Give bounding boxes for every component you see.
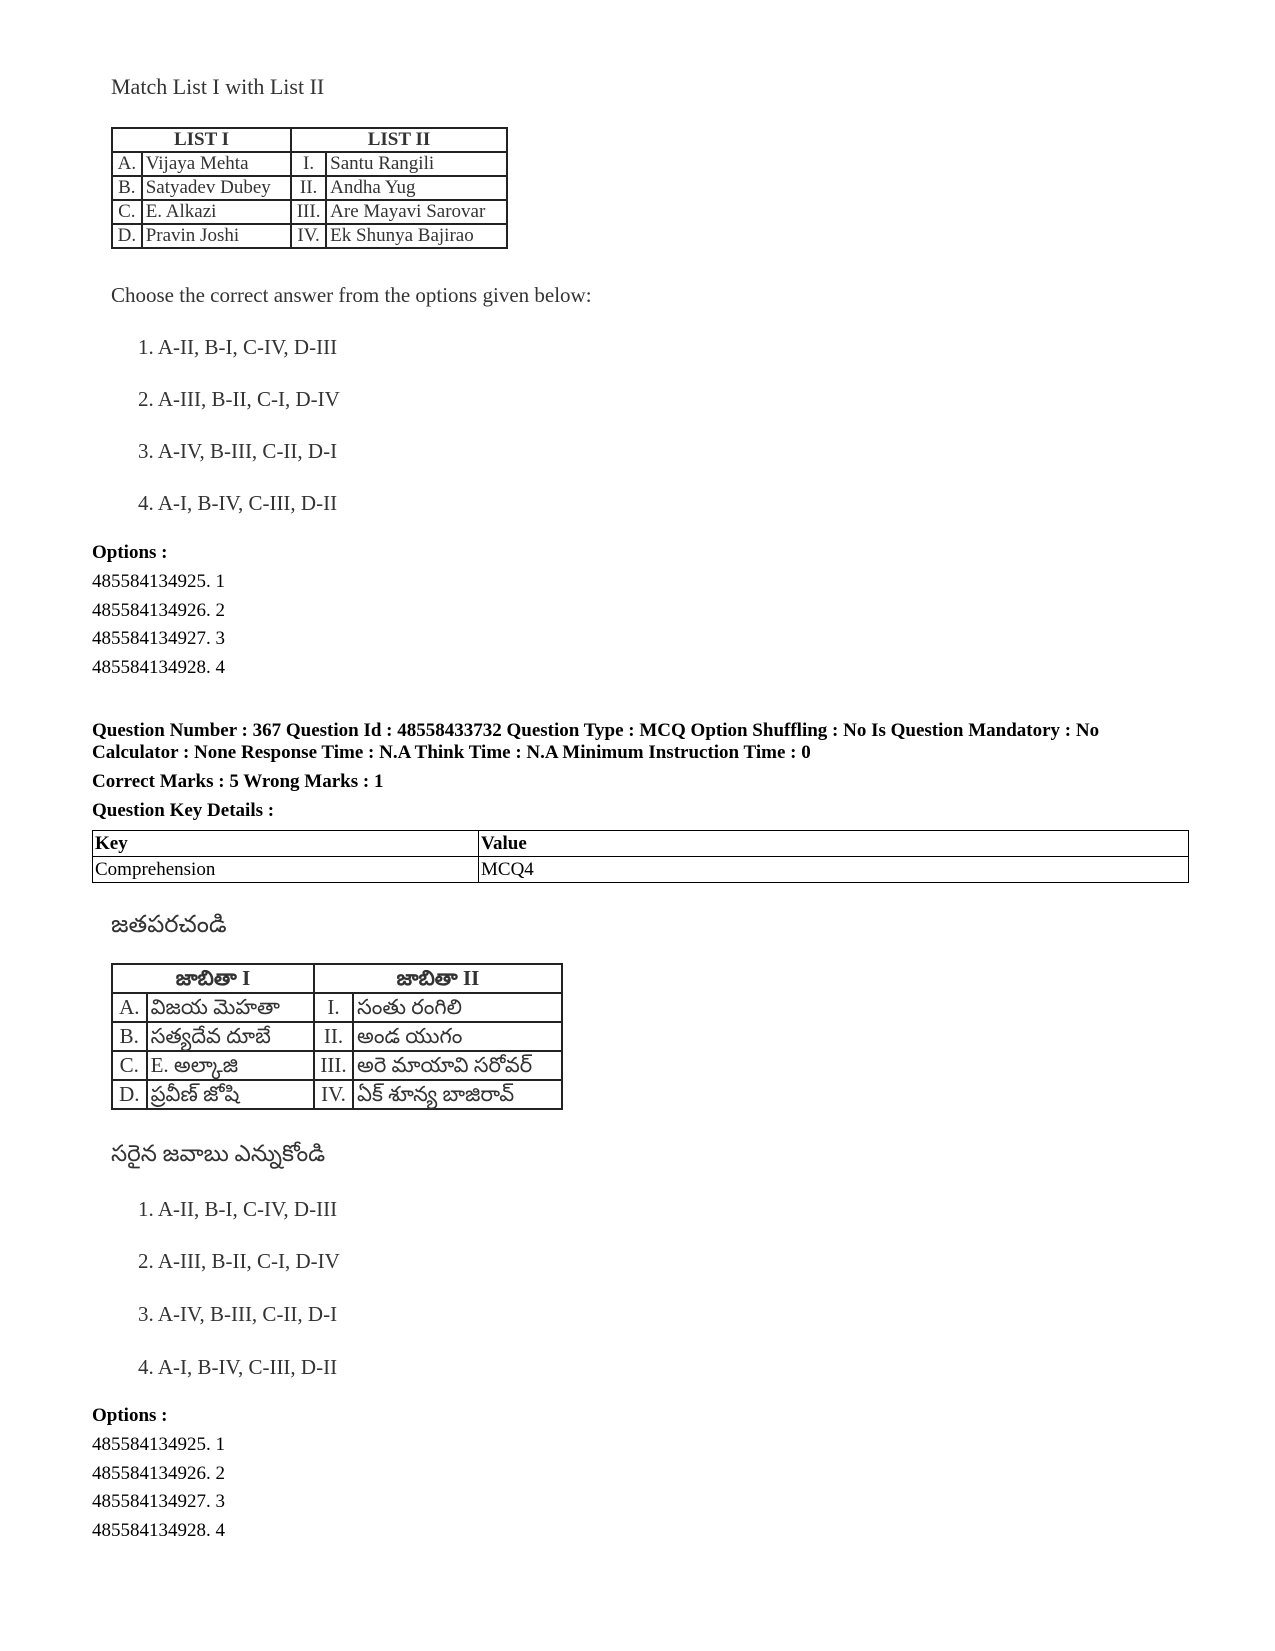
table-row [112,176,507,200]
cell: B. [112,1022,147,1051]
cell: Satyadev Dubey [142,176,291,200]
cell: ప్రవీణ్ జోషి [147,1080,314,1109]
table-row [93,831,1189,857]
q1-match-table [111,127,508,249]
q2-heading: జతపరచండి [111,912,227,938]
list2-header: LIST II [291,128,507,152]
cell: Ek Shunya Bajirao [326,224,507,248]
cell: IV. [291,224,326,248]
cell: III. [291,200,326,224]
q1-heading: Match List I with List II [111,74,325,99]
cell: C. [112,200,142,224]
cell: D. [112,1080,147,1109]
table-row [112,993,562,1022]
cell: Andha Yug [326,176,507,200]
cell: A. [112,993,147,1022]
cell: B. [112,176,142,200]
answer-choice: 4. A-I, B-IV, C-III, D-II [138,491,338,515]
value-cell: MCQ4 [479,857,1189,883]
cell: Pravin Joshi [142,224,291,248]
value-header: Value [479,831,1189,857]
options-label: Options : [92,1405,168,1426]
option-item: 485584134925. 1 [92,571,225,592]
option-item: 485584134926. 2 [92,1462,225,1484]
cell: Santu Rangili [326,152,507,176]
question-meta: Question Number : 367 Question Id : 48558433732 Question Type : MCQ Option Shuffling : No Is Question Mandatory : No Calculator : None Response Time : N.A Think Time : N.A Minimum Instruction Time : 0 [92,720,1100,763]
table-row [112,1080,562,1109]
option-item: 485584134925. 1 [92,1434,225,1455]
key-header: Key [93,831,479,857]
key-details-label: Question Key Details : [92,800,275,821]
cell: III. [314,1051,353,1080]
option-item: 485584134927. 3 [92,628,225,649]
list1-header: LIST I [112,128,291,152]
answer-choice: 2. A-III, B-II, C-I, D-IV [138,1249,340,1273]
cell: A. [112,152,142,176]
option-item: 485584134928. 4 [92,1519,225,1541]
answer-choice: 4. A-I, B-IV, C-III, D-II [138,1355,338,1379]
answer-choice: 2. A-III, B-II, C-I, D-IV [138,387,340,411]
cell: అండ యుగం [353,1022,562,1051]
options-list [92,568,225,682]
cell: ఏక్ శూన్య బాజిరావ్ [353,1080,562,1109]
option-item: 485584134926. 2 [92,599,225,621]
answer-choice: 3. A-IV, B-III, C-II, D-I [138,439,338,463]
cell: E. Alkazi [142,200,291,224]
answer-choice: 1. A-II, B-I, C-IV, D-III [138,335,338,359]
options-list [92,1431,225,1545]
answer-choice: 1. A-II, B-I, C-IV, D-III [138,1197,338,1221]
table-row [93,857,1189,883]
table-row [112,152,507,176]
option-item: 485584134928. 4 [92,656,225,678]
cell: Are Mayavi Sarovar [326,200,507,224]
cell: విజయ మెహతా [147,993,314,1022]
cell: Vijaya Mehta [142,152,291,176]
cell: I. [314,993,353,1022]
list1-header: జాబితా I [112,964,314,993]
cell: I. [291,152,326,176]
list2-header: జాబితా II [314,964,562,993]
table-row [112,1051,562,1080]
answer-choice: 3. A-IV, B-III, C-II, D-I [138,1302,338,1326]
cell: II. [291,176,326,200]
table-row [112,224,507,248]
table-row [112,200,507,224]
cell: C. [112,1051,147,1080]
cell: E. అల్కాజి [147,1051,314,1080]
key-cell: Comprehension [93,857,479,883]
cell: సత్యదేవ దూబే [147,1022,314,1051]
options-label: Options : [92,542,168,563]
q1-instruction: Choose the correct answer from the options given below: [111,283,592,307]
marks-line: Correct Marks : 5 Wrong Marks : 1 [92,771,384,792]
cell: అరె మాయావి సరోవర్ [353,1051,562,1080]
cell: D. [112,224,142,248]
q2-match-table [111,963,563,1110]
option-item: 485584134927. 3 [92,1491,225,1512]
table-row [112,1022,562,1051]
cell: II. [314,1022,353,1051]
cell: IV. [314,1080,353,1109]
cell: సంతు రంగిలి [353,993,562,1022]
q2-instruction: సరైన జవాబు ఎన్నుకోండి [111,1141,326,1166]
key-details-table [92,830,1189,883]
